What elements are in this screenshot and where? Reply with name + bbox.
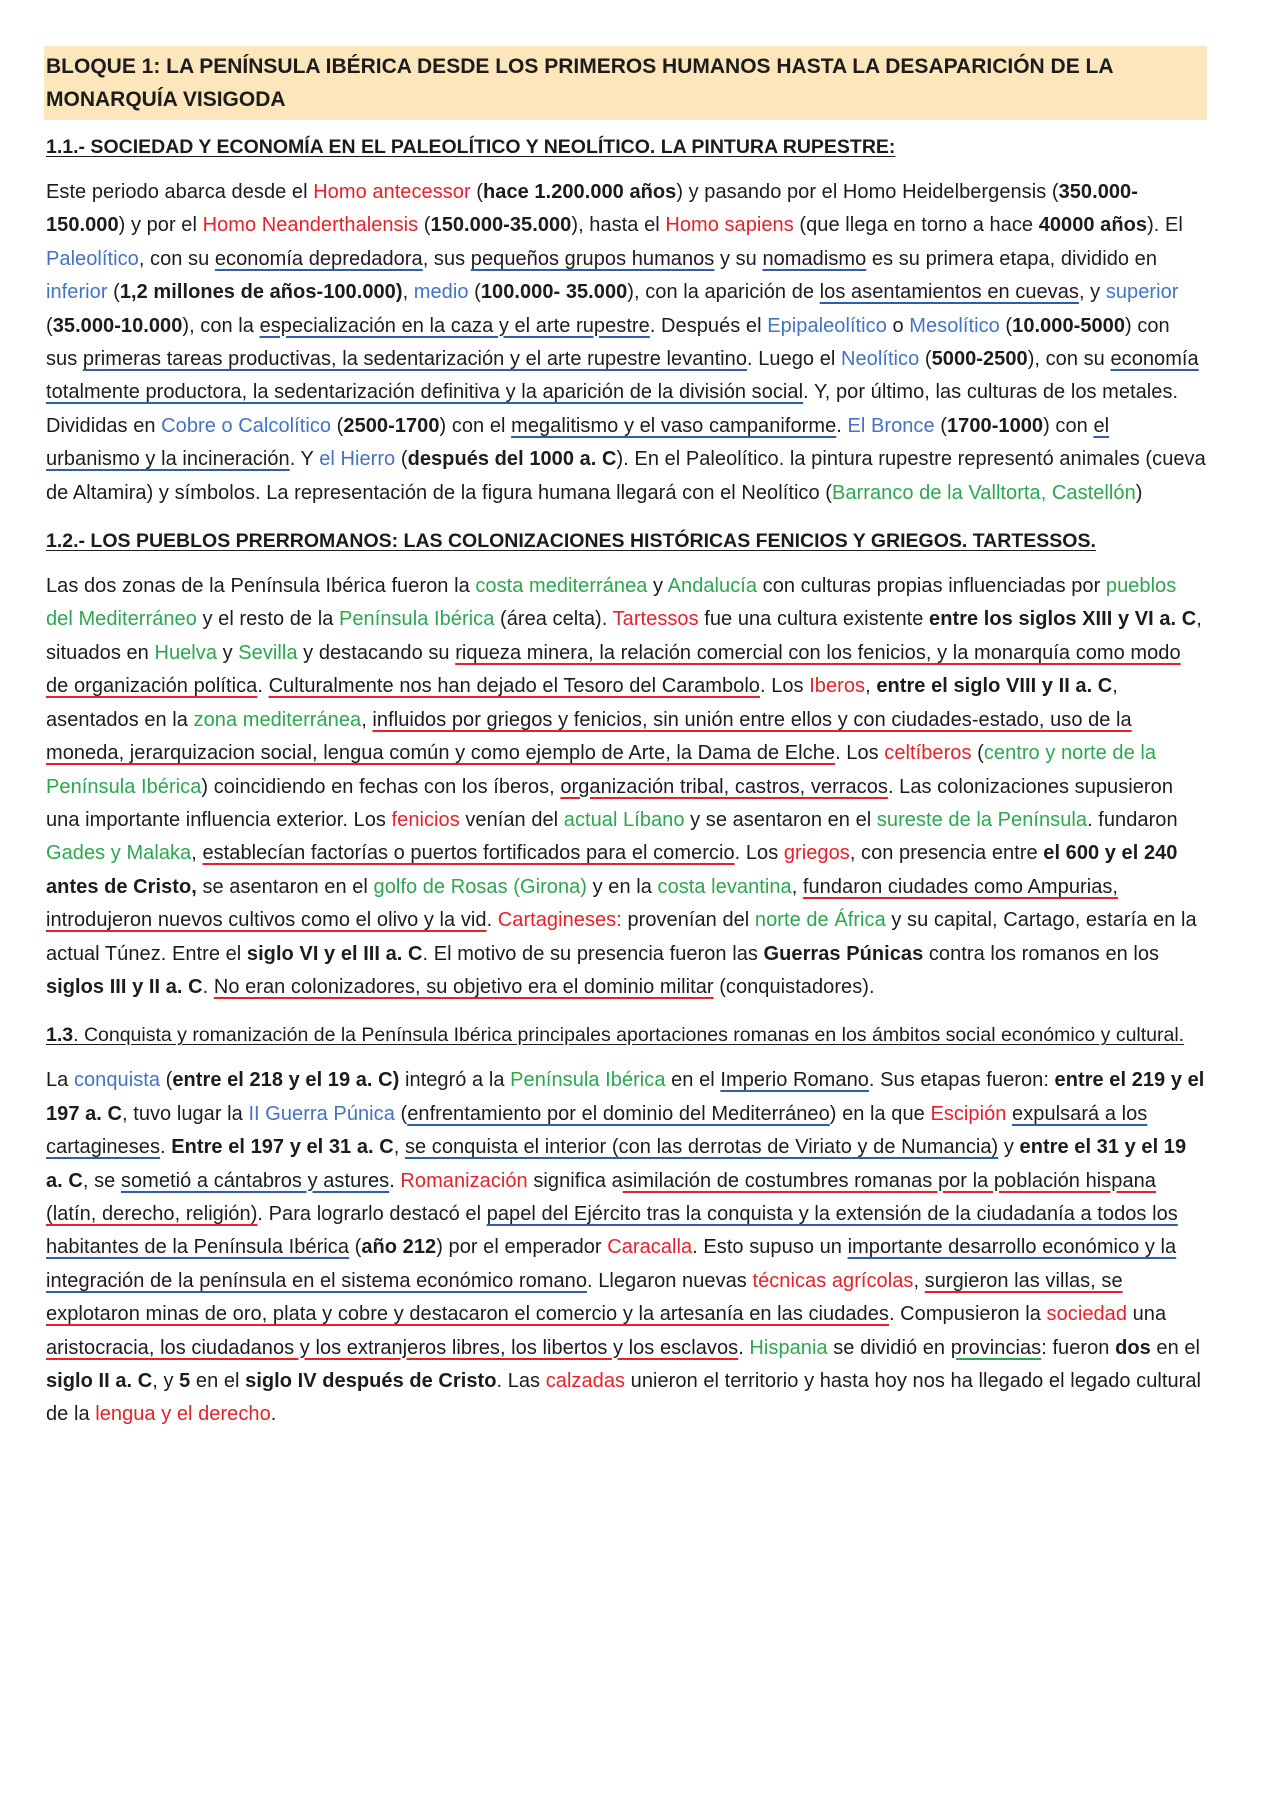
text-fragment: ) bbox=[1135, 481, 1143, 504]
text-fragment: . Después el bbox=[649, 314, 768, 337]
text-fragment: Homo sapiens bbox=[665, 214, 794, 237]
text-fragment: , bbox=[865, 675, 877, 698]
text-fragment: ( bbox=[349, 1236, 362, 1259]
text-fragment: se asentaron en el bbox=[196, 875, 374, 898]
text-fragment: . Las colonizaciones supusieron una importante influencia exterior. Los bbox=[46, 775, 1173, 831]
text-fragment: norte de África bbox=[754, 909, 886, 932]
document-page bbox=[46, 46, 1206, 1448]
text-fragment: , situados en bbox=[46, 608, 1202, 664]
text-fragment: Cobre o Calcolítico bbox=[161, 414, 332, 437]
text-fragment: , con presencia entre bbox=[849, 842, 1044, 865]
text-fragment: primeras tareas productivas, la sedentarización y el arte rupestre levantino bbox=[82, 348, 748, 371]
text-fragment: Epipaleolítico bbox=[767, 314, 887, 337]
text-fragment: en el bbox=[1150, 1336, 1201, 1359]
text-fragment: 10.000-5000 bbox=[1012, 314, 1126, 337]
text-fragment: organización tribal, castros, verracos bbox=[560, 775, 888, 798]
text-fragment: Hispania bbox=[749, 1336, 828, 1359]
text-fragment: , con su bbox=[138, 247, 215, 270]
text-fragment: 5000-2500 bbox=[931, 348, 1028, 371]
section-1-1 bbox=[46, 132, 1206, 510]
text-fragment: el 600 y el 240 antes de Cristo, bbox=[46, 842, 1178, 898]
text-fragment: ), con la aparición de bbox=[627, 281, 820, 304]
text-fragment: o bbox=[886, 314, 910, 337]
text-fragment: ( bbox=[999, 314, 1013, 337]
text-fragment: entre el 31 y el 19 a. C bbox=[46, 1136, 1187, 1192]
text-fragment: 150.000-35.000 bbox=[430, 214, 572, 237]
text-fragment: el urbanismo y la incineración bbox=[46, 414, 1110, 471]
text-fragment: La bbox=[46, 1069, 74, 1092]
text-fragment: celtíberos bbox=[884, 742, 972, 765]
text-fragment: se conquista el interior (con las derrotas de Viriato y de Numancia) bbox=[404, 1136, 999, 1159]
text-fragment: economía depredadora bbox=[214, 247, 423, 270]
text-fragment: sometió a cántabros y astures bbox=[120, 1169, 390, 1192]
text-fragment: Península Ibérica bbox=[510, 1069, 666, 1092]
text-fragment: . bbox=[160, 1136, 172, 1159]
text-fragment: en el bbox=[190, 1370, 246, 1392]
text-fragment: año 212 bbox=[361, 1236, 437, 1259]
text-fragment: 1,2 millones de años-100.000) bbox=[119, 281, 403, 304]
text-fragment: sureste de la Península bbox=[876, 808, 1088, 831]
text-fragment: , se bbox=[82, 1169, 121, 1192]
text-fragment: . bbox=[836, 414, 848, 437]
text-fragment: siglo IV después de Cristo bbox=[245, 1370, 497, 1392]
text-fragment: 35.000-10.000 bbox=[52, 314, 183, 337]
text-fragment: siglo II a. C bbox=[46, 1370, 153, 1392]
text-fragment: golfo de Rosas (Girona) bbox=[373, 875, 588, 898]
text-fragment: Huelva bbox=[154, 641, 218, 664]
text-fragment: . Y, por último, las culturas de los metales. Divididas en bbox=[46, 381, 1179, 437]
text-fragment: . bbox=[270, 1403, 277, 1426]
text-fragment: ( bbox=[160, 1069, 173, 1092]
text-fragment: 1700-1000 bbox=[947, 414, 1044, 437]
text-fragment: ) con sus bbox=[46, 314, 1170, 371]
text-fragment: calzadas bbox=[545, 1370, 626, 1392]
text-fragment: . Los bbox=[759, 675, 810, 698]
text-fragment: fue una cultura existente bbox=[698, 608, 930, 631]
text-fragment: importante desarrollo económico y la integración de la península en el sistema económico romano bbox=[46, 1236, 1177, 1292]
text-fragment: pequeños grupos humanos bbox=[470, 247, 715, 270]
text-fragment: dos bbox=[1115, 1336, 1151, 1359]
text-fragment: conquista bbox=[73, 1069, 161, 1092]
text-fragment: , asentados en la bbox=[46, 675, 1118, 731]
text-fragment: , bbox=[402, 281, 414, 304]
text-fragment: especialización en la caza y el arte rupestre bbox=[259, 314, 650, 337]
section-body-1-3 bbox=[46, 1064, 1206, 1431]
text-fragment: después del 1000 a. C bbox=[407, 448, 617, 471]
text-fragment: Las dos zonas de la Península Ibérica fueron la bbox=[46, 575, 476, 598]
text-fragment: siglo VI y el III a. C bbox=[246, 942, 423, 965]
text-fragment: , bbox=[791, 875, 803, 898]
text-fragment: (conquistadores). bbox=[713, 975, 875, 998]
text-fragment: 40000 años bbox=[1038, 214, 1148, 237]
text-fragment: ( bbox=[107, 281, 120, 304]
text-fragment: ( bbox=[919, 348, 932, 371]
text-fragment: . Los bbox=[734, 842, 784, 865]
text-fragment: aristocracia, los ciudadanos y los extranjeros libres, los libertos y los esclavos bbox=[46, 1336, 739, 1359]
text-fragment: costa mediterránea bbox=[475, 575, 648, 598]
text-fragment: griegos bbox=[783, 842, 850, 865]
text-fragment: Escipión bbox=[930, 1102, 1007, 1125]
text-fragment: Culturalmente nos han dejado el Tesoro del Carambolo bbox=[268, 675, 760, 698]
text-fragment: los asentamientos en cuevas bbox=[819, 281, 1079, 304]
text-fragment: una bbox=[1127, 1303, 1167, 1326]
text-fragment: . Luego el bbox=[747, 348, 841, 371]
text-fragment: . bbox=[486, 909, 498, 932]
text-fragment: venían del bbox=[459, 808, 564, 831]
text-fragment: Guerras Púnicas bbox=[763, 942, 924, 965]
text-fragment: significa a bbox=[527, 1169, 623, 1192]
text-fragment: , y bbox=[1078, 281, 1106, 304]
text-fragment: y en la bbox=[587, 875, 658, 898]
text-fragment: ( bbox=[468, 281, 481, 304]
text-fragment: , sus bbox=[422, 247, 471, 270]
text-fragment: en el bbox=[665, 1069, 721, 1092]
block-title: BLOQUE 1: LA PENÍNSULA IBÉRICA DESDE LOS PRIMEROS HUMANOS HASTA LA DESAPARICIÓN DE LA MONARQUÍA VISIGODA bbox=[44, 46, 1207, 120]
text-fragment: y bbox=[217, 641, 239, 664]
text-fragment: , bbox=[393, 1136, 405, 1159]
text-fragment: . Los bbox=[835, 742, 885, 765]
text-fragment: Barranco de la Valltorta, Castellón bbox=[831, 481, 1136, 504]
text-fragment: entre los siglos XIII y VI a. C bbox=[929, 608, 1197, 631]
text-fragment: . bbox=[202, 975, 214, 998]
text-fragment: , tuvo lugar la bbox=[122, 1102, 249, 1125]
text-fragment: hace 1.200.000 años bbox=[483, 181, 677, 203]
text-fragment: . bbox=[738, 1336, 750, 1359]
text-fragment: No eran colonizadores, su objetivo era el dominio militar bbox=[213, 975, 714, 998]
text-fragment: ( bbox=[971, 742, 984, 765]
text-fragment: megalitismo y el vaso campaniforme bbox=[511, 414, 837, 437]
text-fragment: ( bbox=[470, 181, 484, 203]
text-fragment: , bbox=[191, 842, 203, 865]
text-fragment: (área celta). bbox=[494, 608, 613, 631]
text-fragment: actual Líbano bbox=[563, 808, 685, 831]
text-fragment: surgieron las villas, se explotaron minas de oro, plata y cobre y destacaron el comercio y la artesanía en las ciudades bbox=[46, 1269, 1123, 1326]
text-fragment: y el resto de la bbox=[196, 608, 339, 631]
text-fragment: ( bbox=[418, 214, 431, 237]
text-fragment: ) con bbox=[1043, 414, 1094, 437]
text-fragment: ( bbox=[934, 414, 947, 437]
text-fragment: con culturas propias influenciadas por bbox=[757, 575, 1106, 598]
text-fragment: . El motivo de su presencia fueron las bbox=[422, 942, 764, 965]
text-fragment: el Hierro bbox=[319, 448, 396, 471]
text-fragment: Homo antecessor bbox=[313, 181, 471, 203]
section-heading-1-2: 1.2.- LOS PUEBLOS PRERROMANOS: LAS COLONIZACIONES HISTÓRICAS FENICIOS Y GRIEGOS. TARTESSOS. bbox=[46, 530, 1096, 553]
text-fragment: ( bbox=[331, 414, 344, 437]
text-fragment: Imperio Romano bbox=[720, 1069, 869, 1092]
text-fragment: y su bbox=[714, 247, 763, 270]
text-fragment: ) con el bbox=[439, 414, 512, 437]
text-fragment: . Llegaron nuevas bbox=[587, 1269, 753, 1292]
text-fragment: fundaron ciudades como Ampurias, introdujeron nuevos cultivos como el olivo y la vid bbox=[46, 875, 1119, 932]
text-fragment: contra los romanos en los bbox=[923, 942, 1160, 965]
text-fragment: ), hasta el bbox=[571, 214, 666, 237]
text-fragment: técnicas agrícolas bbox=[752, 1269, 914, 1292]
section-body-1-1 bbox=[46, 176, 1206, 510]
text-fragment: papel del Ejército tras la conquista y la extensión de la ciudadanía a todos los habitantes de la Península Ibérica bbox=[46, 1202, 1178, 1259]
text-fragment: Caracalla bbox=[607, 1236, 693, 1259]
text-fragment: II Guerra Púnica bbox=[248, 1102, 395, 1125]
text-fragment: . bbox=[389, 1169, 401, 1192]
text-fragment: . fundaron bbox=[1087, 808, 1178, 831]
text-fragment: . Para lograrlo destacó el bbox=[257, 1202, 487, 1225]
text-fragment: Península Ibérica bbox=[338, 608, 495, 631]
text-fragment: provincias bbox=[950, 1336, 1042, 1359]
text-fragment: riqueza minera, la relación comercial con los fenicios, y la monarquía como modo de organización política bbox=[46, 641, 1181, 698]
text-fragment: entre el siglo VIII y II a. C bbox=[876, 675, 1113, 698]
text-fragment: . Compusieron la bbox=[888, 1303, 1047, 1326]
text-fragment: , bbox=[913, 1269, 925, 1292]
text-fragment: medio bbox=[413, 281, 469, 304]
text-fragment: y se asentaron en el bbox=[684, 808, 877, 831]
text-fragment: Mesolítico bbox=[909, 314, 1000, 337]
text-fragment: ( bbox=[395, 448, 408, 471]
text-fragment: expulsará a los cartagineses bbox=[46, 1102, 1148, 1159]
text-fragment: , y bbox=[152, 1370, 180, 1392]
text-fragment: Andalucía bbox=[667, 575, 758, 598]
text-fragment: similación de costumbres romanas por la población hispana (latín, derecho, religión) bbox=[46, 1169, 1156, 1225]
text-fragment: ) en la que bbox=[829, 1102, 931, 1125]
text-fragment: ) y pasando por el Homo Heidelbergensis ( bbox=[676, 181, 1059, 203]
text-fragment: centro y norte de la Península Ibérica bbox=[46, 742, 1157, 798]
text-fragment: entre el 219 y el 197 a. C bbox=[46, 1069, 1205, 1125]
heading-fragment: 1.3 bbox=[46, 1024, 74, 1047]
text-fragment: unieron el territorio y hasta hoy nos ha llegado el legado cultural de la bbox=[46, 1370, 1202, 1426]
text-fragment: ). El bbox=[1147, 214, 1183, 237]
text-fragment: . Sus etapas fueron: bbox=[868, 1069, 1055, 1092]
text-fragment: Neolítico bbox=[841, 348, 920, 371]
text-fragment: costa levantina bbox=[657, 875, 792, 898]
text-fragment: sociedad bbox=[1046, 1303, 1128, 1326]
section-heading-1-3 bbox=[46, 1020, 1206, 1050]
text-fragment: economía totalmente productora, la sedentarización definitiva y la aparición de la división social bbox=[46, 348, 1199, 404]
text-fragment: Entre el 197 y el 31 a. C bbox=[171, 1136, 394, 1159]
text-fragment: siglos III y II a. C bbox=[46, 975, 203, 998]
text-fragment: : fueron bbox=[1041, 1336, 1116, 1359]
text-fragment: enfrentamiento por el dominio del Mediterráneo bbox=[407, 1102, 830, 1125]
text-fragment: El Bronce bbox=[847, 414, 935, 437]
section-1-3 bbox=[46, 1020, 1206, 1431]
text-fragment: Paleolítico bbox=[46, 247, 139, 270]
text-fragment: (que llega en torno a hace bbox=[793, 214, 1039, 237]
text-fragment: . Y bbox=[289, 448, 320, 471]
text-fragment: 100.000- 35.000 bbox=[480, 281, 628, 304]
text-fragment: Homo Neanderthalensis bbox=[202, 214, 419, 237]
text-fragment: Gades y Malaka bbox=[46, 842, 192, 865]
text-fragment: 2500-1700 bbox=[343, 414, 440, 437]
text-fragment: y bbox=[647, 575, 668, 598]
text-fragment: Sevilla bbox=[238, 641, 298, 664]
text-fragment: establecían factorías o puertos fortificados para el comercio bbox=[202, 842, 735, 865]
text-fragment: Cartagineses: bbox=[497, 909, 622, 932]
text-fragment: superior bbox=[1105, 281, 1179, 304]
text-fragment: entre el 218 y el 19 a. C) bbox=[172, 1069, 400, 1092]
text-fragment: provenían del bbox=[621, 909, 755, 932]
text-fragment: y su capital, Cartago, estaría en la actual Túnez. Entre el bbox=[46, 909, 1197, 965]
text-fragment: ), con su bbox=[1027, 348, 1111, 371]
section-1-2 bbox=[46, 526, 1206, 1004]
text-fragment: zona mediterránea bbox=[193, 708, 362, 731]
text-fragment: integró a la bbox=[399, 1069, 511, 1092]
text-fragment: se dividió en bbox=[827, 1336, 951, 1359]
text-fragment: 350.000-150.000 bbox=[46, 181, 1138, 237]
text-fragment: Iberos bbox=[809, 675, 866, 698]
text-fragment: lengua y el derecho bbox=[95, 1403, 271, 1426]
heading-fragment: . Conquista y romanización de la Península Ibérica principales aportaciones romanas en los ámbitos social económico y cultural. bbox=[73, 1024, 1185, 1047]
text-fragment: ( bbox=[394, 1102, 408, 1125]
text-fragment: inferior bbox=[46, 281, 108, 304]
text-fragment: nomadismo bbox=[762, 247, 867, 270]
text-fragment: ( bbox=[46, 314, 53, 337]
text-fragment: ) coincidiendo en fechas con los íberos, bbox=[201, 775, 561, 798]
text-fragment: Tartessos bbox=[612, 608, 699, 631]
text-fragment: y destacando su bbox=[297, 641, 456, 664]
text-fragment: fenicios bbox=[391, 808, 460, 831]
text-fragment: Este periodo abarca desde el bbox=[46, 181, 314, 203]
text-fragment: Romanización bbox=[400, 1169, 528, 1192]
text-fragment: ), con la bbox=[182, 314, 260, 337]
text-fragment: . Esto supuso un bbox=[692, 1236, 848, 1259]
text-fragment: influidos por griegos y fenicios, sin unión entre ellos y con ciudades-estado, uso de la moneda, jerarquizacion social, lengua común y como ejemplo de Arte, la Dama de Elche bbox=[46, 708, 1132, 765]
section-heading-1-1: 1.1.- SOCIEDAD Y ECONOMÍA EN EL PALEOLÍTICO Y NEOLÍTICO. LA PINTURA RUPESTRE: bbox=[46, 136, 896, 158]
text-fragment: ). En el Paleolítico. la pintura rupestre representó animales (cueva de Altamira) y símbolos. La representación de la figura humana llegará con el Neolítico ( bbox=[46, 448, 1206, 504]
text-fragment: pueblos del Mediterráneo bbox=[46, 575, 1177, 631]
text-fragment: , bbox=[361, 708, 373, 731]
text-fragment: . bbox=[257, 675, 269, 698]
section-body-1-2 bbox=[46, 570, 1206, 1004]
text-fragment: 5 bbox=[179, 1370, 191, 1392]
text-fragment: . Las bbox=[496, 1370, 546, 1392]
text-fragment: ) y por el bbox=[118, 214, 203, 237]
text-fragment: es su primera etapa, dividido en bbox=[866, 247, 1157, 270]
text-fragment: y bbox=[998, 1136, 1020, 1159]
text-fragment: ) por el emperador bbox=[436, 1236, 608, 1259]
